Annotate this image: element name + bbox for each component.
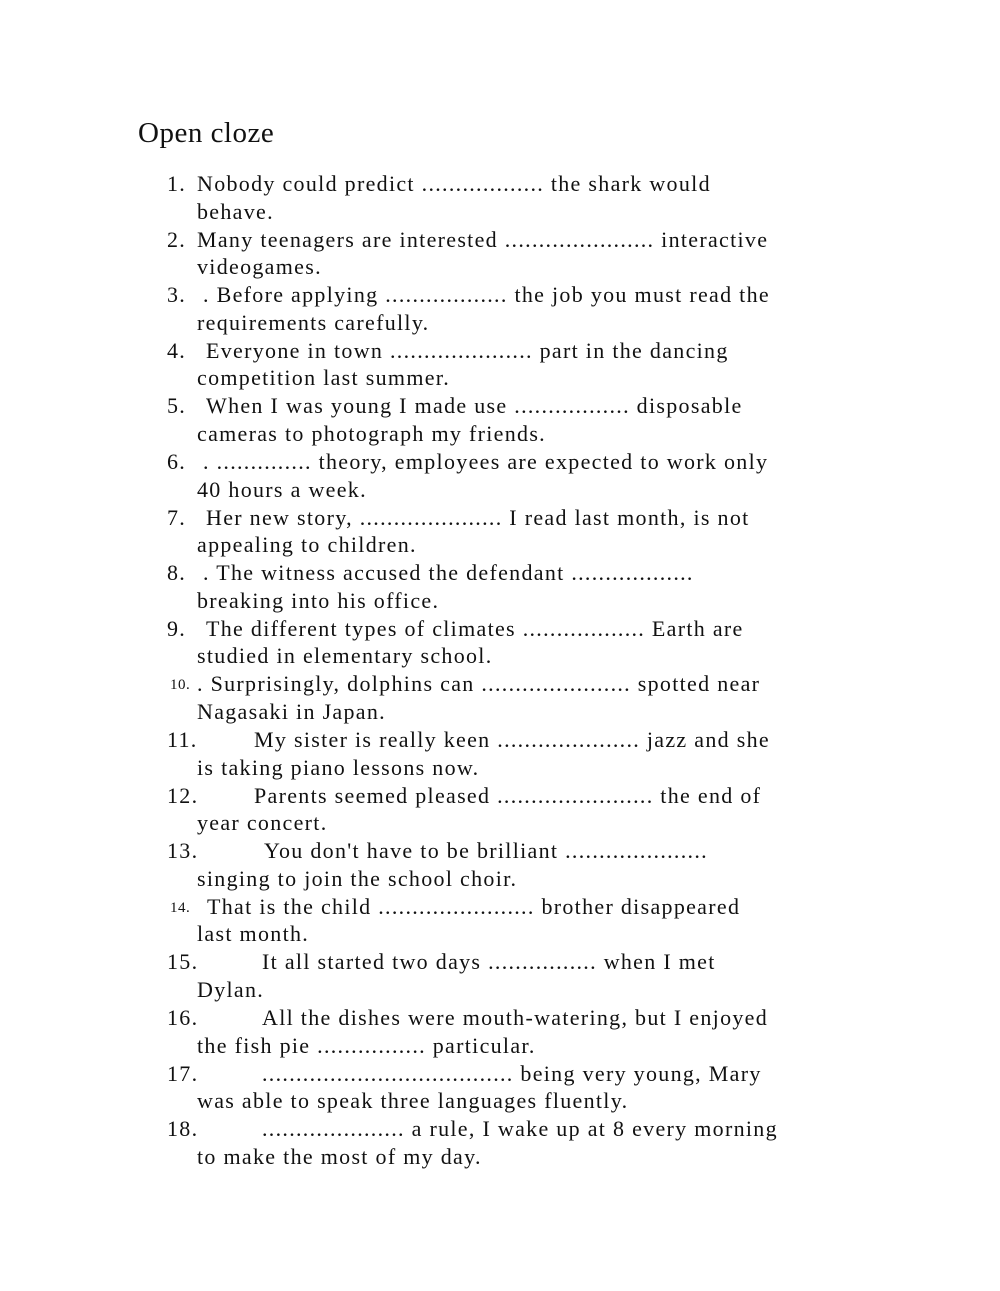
question-text-line1: . Surprisingly, dolphins can ...................... spotted near (197, 671, 761, 697)
question-item-3 (0, 281, 1000, 337)
question-number: 12. (167, 782, 199, 808)
question-text-line2: Dylan. (197, 976, 265, 1002)
question-item-1 (0, 170, 1000, 226)
question-item-2 (0, 226, 1000, 282)
question-number: 11. (167, 726, 198, 752)
question-number: 8. (167, 560, 187, 586)
question-text-line2: singing to join the school choir. (197, 865, 518, 891)
question-text-line1: Parents seemed pleased ....................... the end of (254, 782, 762, 808)
question-text-line2: cameras to photograph my friends. (197, 420, 546, 446)
question-number: 2. (167, 226, 187, 252)
question-text-line2: videogames. (197, 254, 322, 280)
question-text-line2: last month. (197, 921, 310, 947)
question-text-line1: When I was young I made use ................. disposable (206, 393, 743, 419)
question-number: 16. (167, 1004, 199, 1030)
question-number: 4. (167, 337, 187, 363)
page-title: Open cloze (138, 117, 275, 149)
question-text-line2: behave. (197, 198, 274, 224)
question-text-line1: Her new story, ..................... I read last month, is not (206, 504, 750, 530)
question-text-line1: Everyone in town ..................... part in the dancing (206, 337, 729, 363)
question-item-17 (0, 1060, 1000, 1116)
question-text-line2: requirements carefully. (197, 309, 430, 335)
question-text-line1: . Before applying .................. the job you must read the (203, 282, 770, 308)
question-text-line1: My sister is really keen ..................... jazz and she (254, 726, 770, 752)
question-item-8 (0, 559, 1000, 615)
question-number: 17. (167, 1060, 199, 1086)
question-text-line2: competition last summer. (197, 365, 451, 391)
question-text-line1: . The witness accused the defendant .................. (203, 560, 694, 586)
question-item-12 (0, 782, 1000, 838)
question-text-line1: That is the child ....................... brother disappeared (207, 893, 741, 919)
question-text-line1: Nobody could predict .................. the shark would (197, 171, 711, 196)
question-text-line2: 40 hours a week. (197, 476, 367, 502)
question-number: 3. (167, 282, 187, 308)
question-number: 15. (167, 949, 199, 975)
question-number: 13. (167, 838, 199, 864)
question-text-line2: was able to speak three languages fluently. (197, 1088, 629, 1114)
question-item-15 (0, 948, 1000, 1004)
question-item-16 (0, 1004, 1000, 1060)
question-item-6 (0, 448, 1000, 504)
question-item-9 (0, 615, 1000, 671)
question-text-line2: to make the most of my day. (197, 1143, 482, 1169)
question-text-line2: breaking into his office. (197, 587, 440, 613)
question-text-line1: It all started two days ................ when I met (262, 949, 716, 975)
question-text-line2: appealing to children. (197, 532, 417, 558)
question-item-11 (0, 726, 1000, 782)
question-number: 7. (167, 504, 187, 530)
question-text-line1: ..................... a rule, I wake up at 8 every morning (262, 1116, 778, 1142)
question-item-18 (0, 1115, 1000, 1171)
question-text-line1: You don't have to be brilliant ..................... (264, 838, 708, 864)
question-item-13 (0, 837, 1000, 893)
question-item-5 (0, 392, 1000, 448)
question-item-14 (0, 893, 1000, 949)
question-text-line2: studied in elementary school. (197, 643, 493, 669)
question-text-line2: year concert. (197, 810, 328, 836)
question-item-4 (0, 337, 1000, 393)
question-text-line1: All the dishes were mouth-watering, but I enjoyed (262, 1004, 769, 1030)
question-text-line1: . .............. theory, employees are expected to work only (203, 448, 769, 474)
question-number: 5. (167, 393, 187, 419)
question-text-line1: The different types of climates .................. Earth are (206, 615, 744, 641)
question-text-line2: Nagasaki in Japan. (197, 698, 386, 724)
question-text-line2: the fish pie ................ particular. (197, 1032, 536, 1058)
question-number: 1. (167, 171, 187, 196)
question-item-10 (0, 670, 1000, 726)
question-number: 14. (170, 899, 191, 916)
question-item-7 (0, 504, 1000, 560)
question-number: 18. (167, 1116, 199, 1142)
question-text-line2: is taking piano lessons now. (197, 754, 480, 780)
question-number: 10. (170, 677, 191, 694)
question-text-line1: Many teenagers are interested ...................... interactive (197, 226, 769, 252)
question-list (0, 170, 1000, 1171)
question-number: 6. (167, 448, 187, 474)
question-text-line1: ..................................... being very young, Mary (262, 1060, 762, 1086)
question-number: 9. (167, 615, 187, 641)
